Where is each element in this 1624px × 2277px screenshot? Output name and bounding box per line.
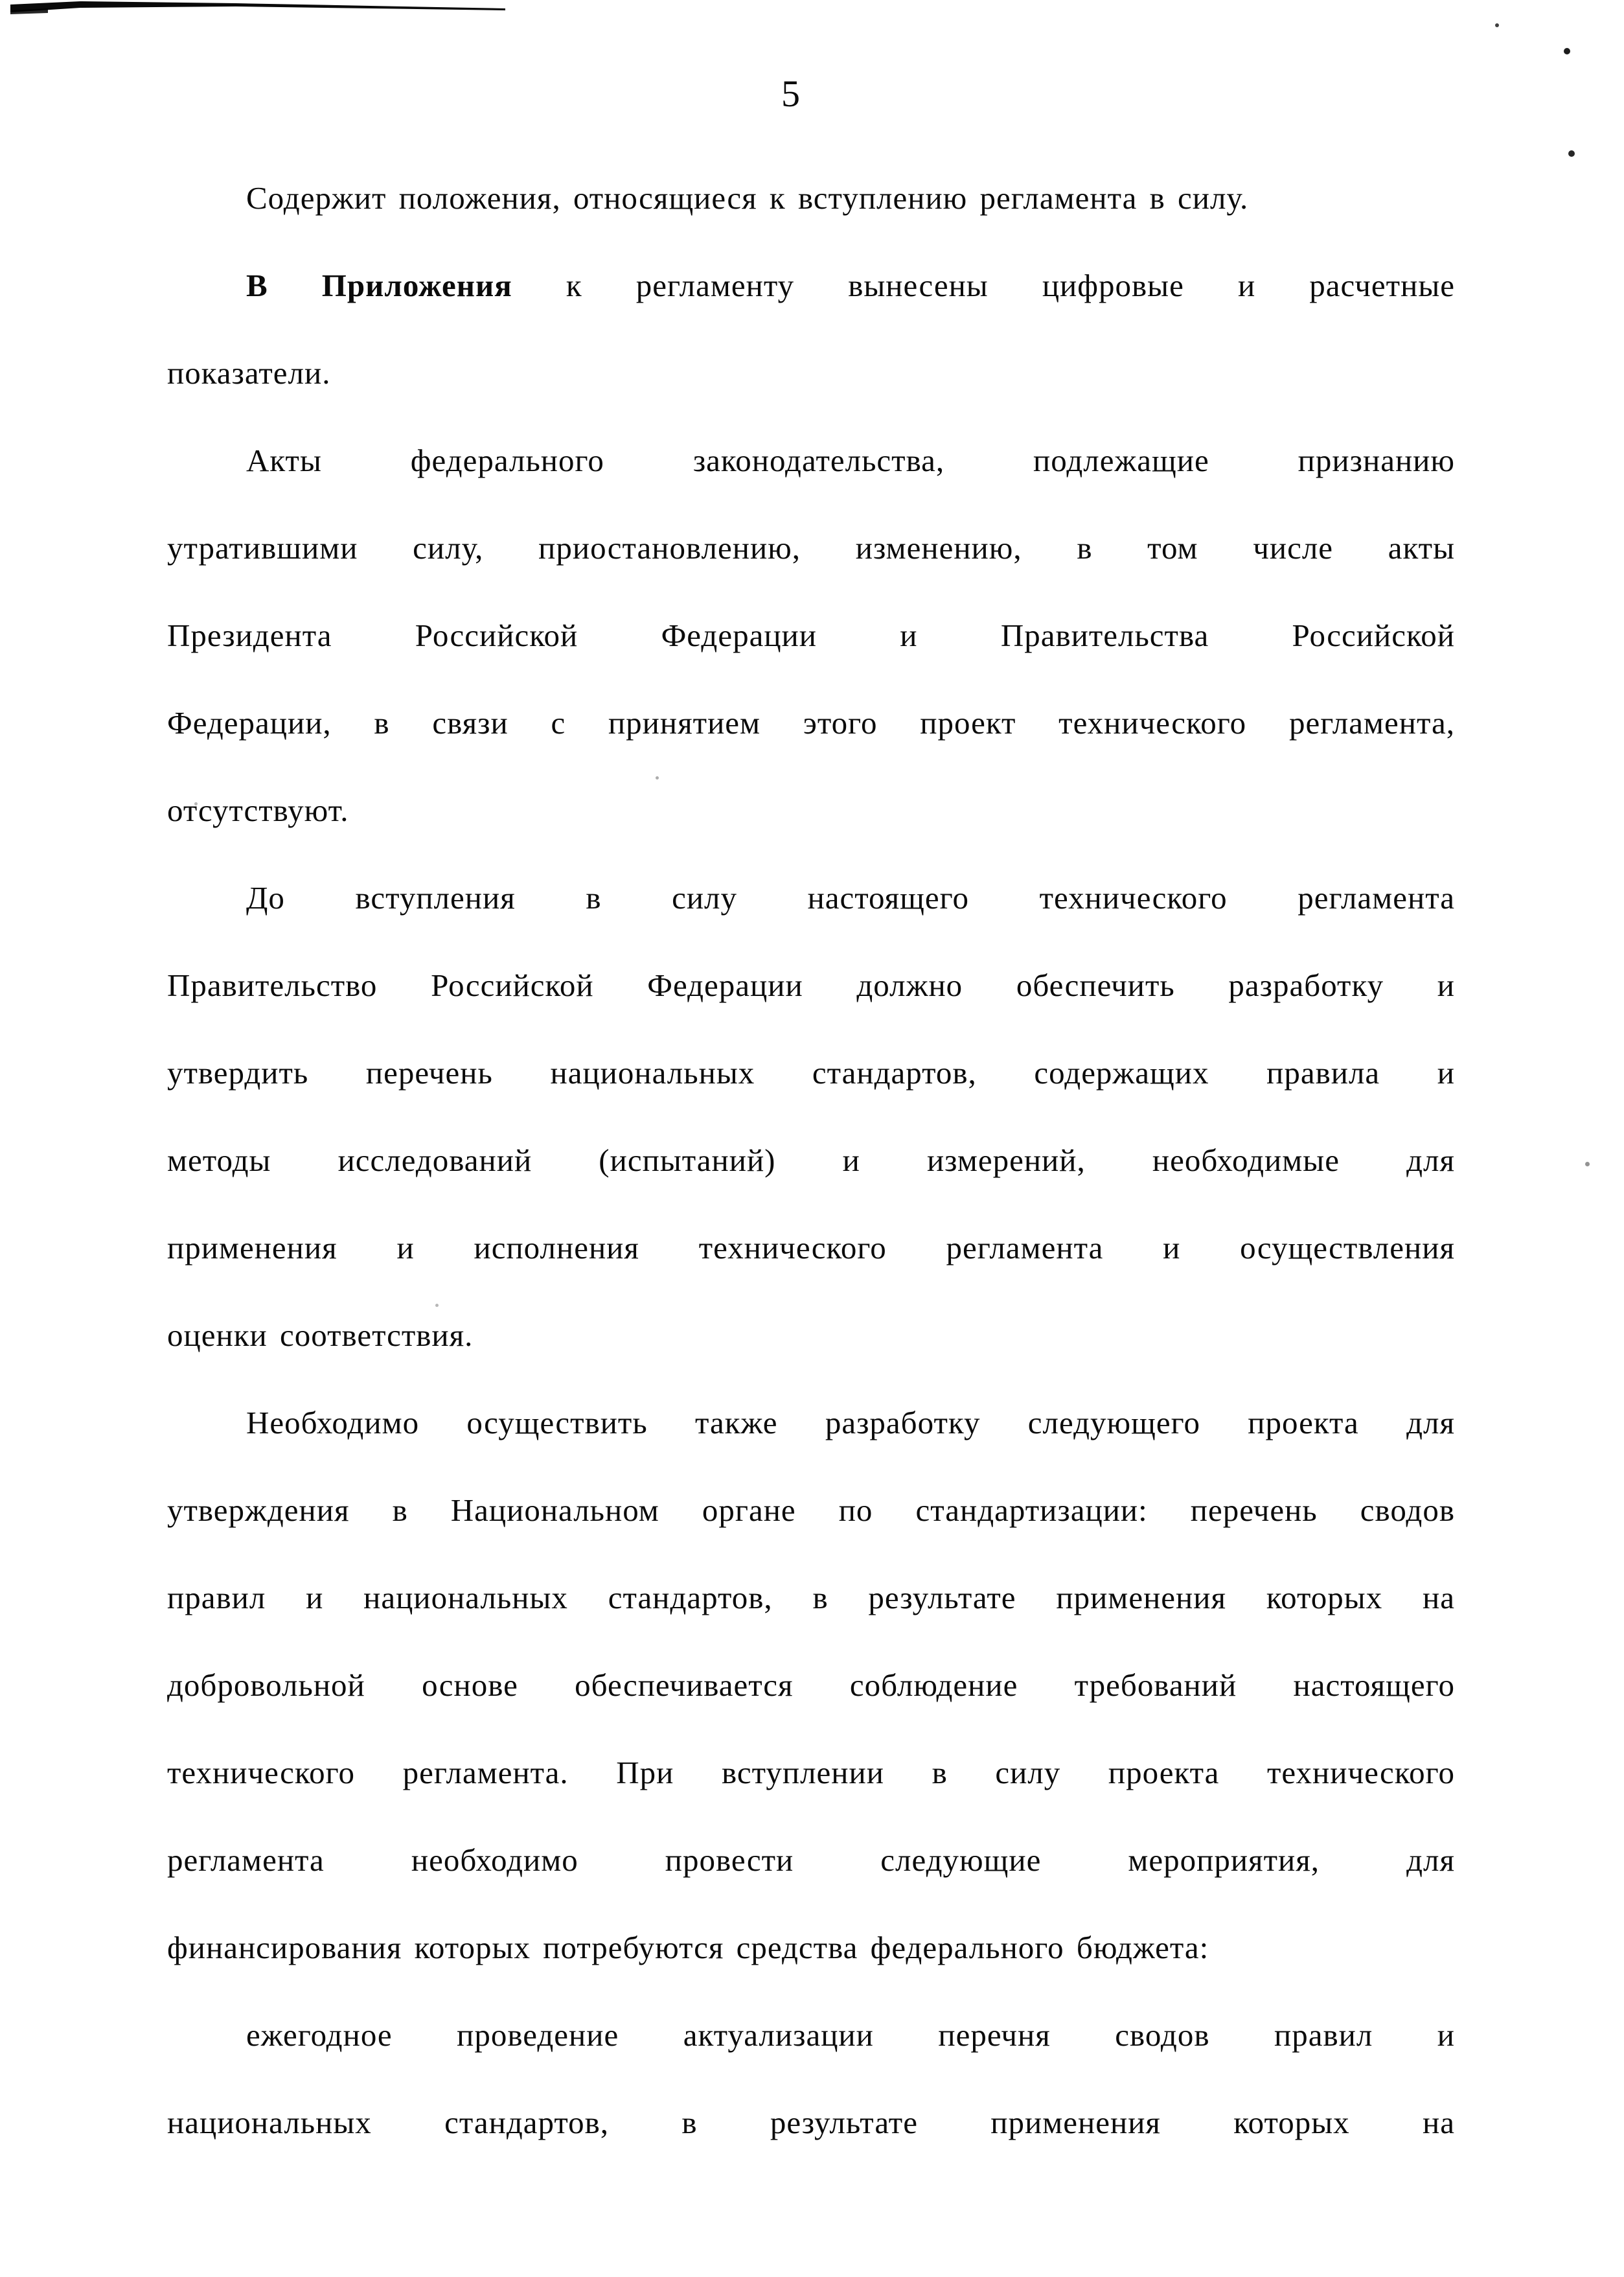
scan-speck-artifact bbox=[1568, 150, 1575, 157]
text-line bbox=[167, 417, 1455, 504]
text-segment: Федерации, в связи с принятием этого проект технического регламента, bbox=[167, 705, 1455, 741]
text-line bbox=[167, 1729, 1455, 1816]
text-segment: Необходимо осуществить также разработку следующего проекта для bbox=[246, 1405, 1455, 1440]
text-line bbox=[167, 154, 1455, 242]
scan-streak-artifact bbox=[9, 0, 508, 19]
text-segment: утвердить перечень национальных стандартов, содержащих правила и bbox=[167, 1055, 1455, 1091]
text-line bbox=[167, 242, 1455, 329]
text-segment: применения и исполнения технического регламента и осуществления bbox=[167, 1230, 1455, 1266]
text-segment: оценки соответствия. bbox=[167, 1317, 474, 1353]
text-line bbox=[167, 942, 1455, 1029]
text-line bbox=[167, 1379, 1455, 1466]
text-line bbox=[167, 1991, 1455, 2079]
text-segment: национальных стандартов, в результате применения которых на bbox=[167, 2105, 1455, 2140]
scan-speck-artifact bbox=[435, 1304, 439, 1307]
text-line bbox=[167, 1029, 1455, 1116]
text-segment: правил и национальных стандартов, в результате применения которых на bbox=[167, 1580, 1455, 1615]
text-line bbox=[167, 2079, 1455, 2166]
text-line bbox=[167, 1641, 1455, 1729]
text-segment: До вступления в силу настоящего технического регламента bbox=[246, 880, 1455, 916]
text-line bbox=[167, 1116, 1455, 1204]
text-segment: методы исследований (испытаний) и измерений, необходимые для bbox=[167, 1142, 1455, 1178]
text-line bbox=[167, 1466, 1455, 1554]
scan-speck-artifact bbox=[656, 776, 659, 780]
text-segment: Правительство Российской Федерации должно обеспечить разработку и bbox=[167, 967, 1455, 1003]
text-segment: регламента необходимо провести следующие мероприятия, для bbox=[167, 1842, 1455, 1878]
text-segment: показатели. bbox=[167, 355, 331, 391]
text-line bbox=[167, 679, 1455, 767]
text-line bbox=[167, 329, 1455, 417]
text-segment: утратившими силу, приостановлению, изменению, в том числе акты bbox=[167, 530, 1455, 566]
scan-speck-artifact bbox=[1564, 48, 1570, 54]
text-segment: ежегодное проведение актуализации перечня сводов правил и bbox=[246, 2017, 1455, 2053]
text-line bbox=[167, 1816, 1455, 1904]
scan-speck-artifact bbox=[1495, 23, 1499, 27]
text-segment: отсутствуют. bbox=[167, 792, 349, 828]
text-line bbox=[167, 767, 1455, 854]
scan-speck-artifact bbox=[194, 802, 198, 805]
bold-text-segment: В Приложения bbox=[246, 268, 512, 303]
text-line bbox=[167, 1904, 1455, 1991]
text-segment: Акты федерального законодательства, подлежащие признанию bbox=[246, 443, 1455, 478]
text-line bbox=[167, 592, 1455, 679]
text-line bbox=[167, 1554, 1455, 1641]
text-segment: финансирования которых потребуются средства федерального бюджета: bbox=[167, 1930, 1209, 1965]
text-line bbox=[167, 504, 1455, 592]
text-segment: Президента Российской Федерации и Правительства Российской bbox=[167, 618, 1455, 653]
text-line bbox=[167, 854, 1455, 942]
text-line bbox=[167, 1204, 1455, 1291]
text-segment: Содержит положения, относящиеся к вступлению регламента в силу. bbox=[246, 180, 1249, 216]
text-line bbox=[167, 1291, 1455, 1379]
scan-speck-artifact bbox=[1585, 1162, 1590, 1166]
text-segment: утверждения в Национальном органе по стандартизации: перечень сводов bbox=[167, 1492, 1455, 1528]
text-segment: технического регламента. При вступлении в силу проекта технического bbox=[167, 1755, 1455, 1790]
text-segment: к регламенту вынесены цифровые и расчетные bbox=[512, 268, 1455, 303]
page-number: 5 bbox=[781, 73, 801, 115]
text-segment: добровольной основе обеспечивается соблюдение требований настоящего bbox=[167, 1667, 1455, 1703]
document-text bbox=[167, 154, 1455, 2166]
